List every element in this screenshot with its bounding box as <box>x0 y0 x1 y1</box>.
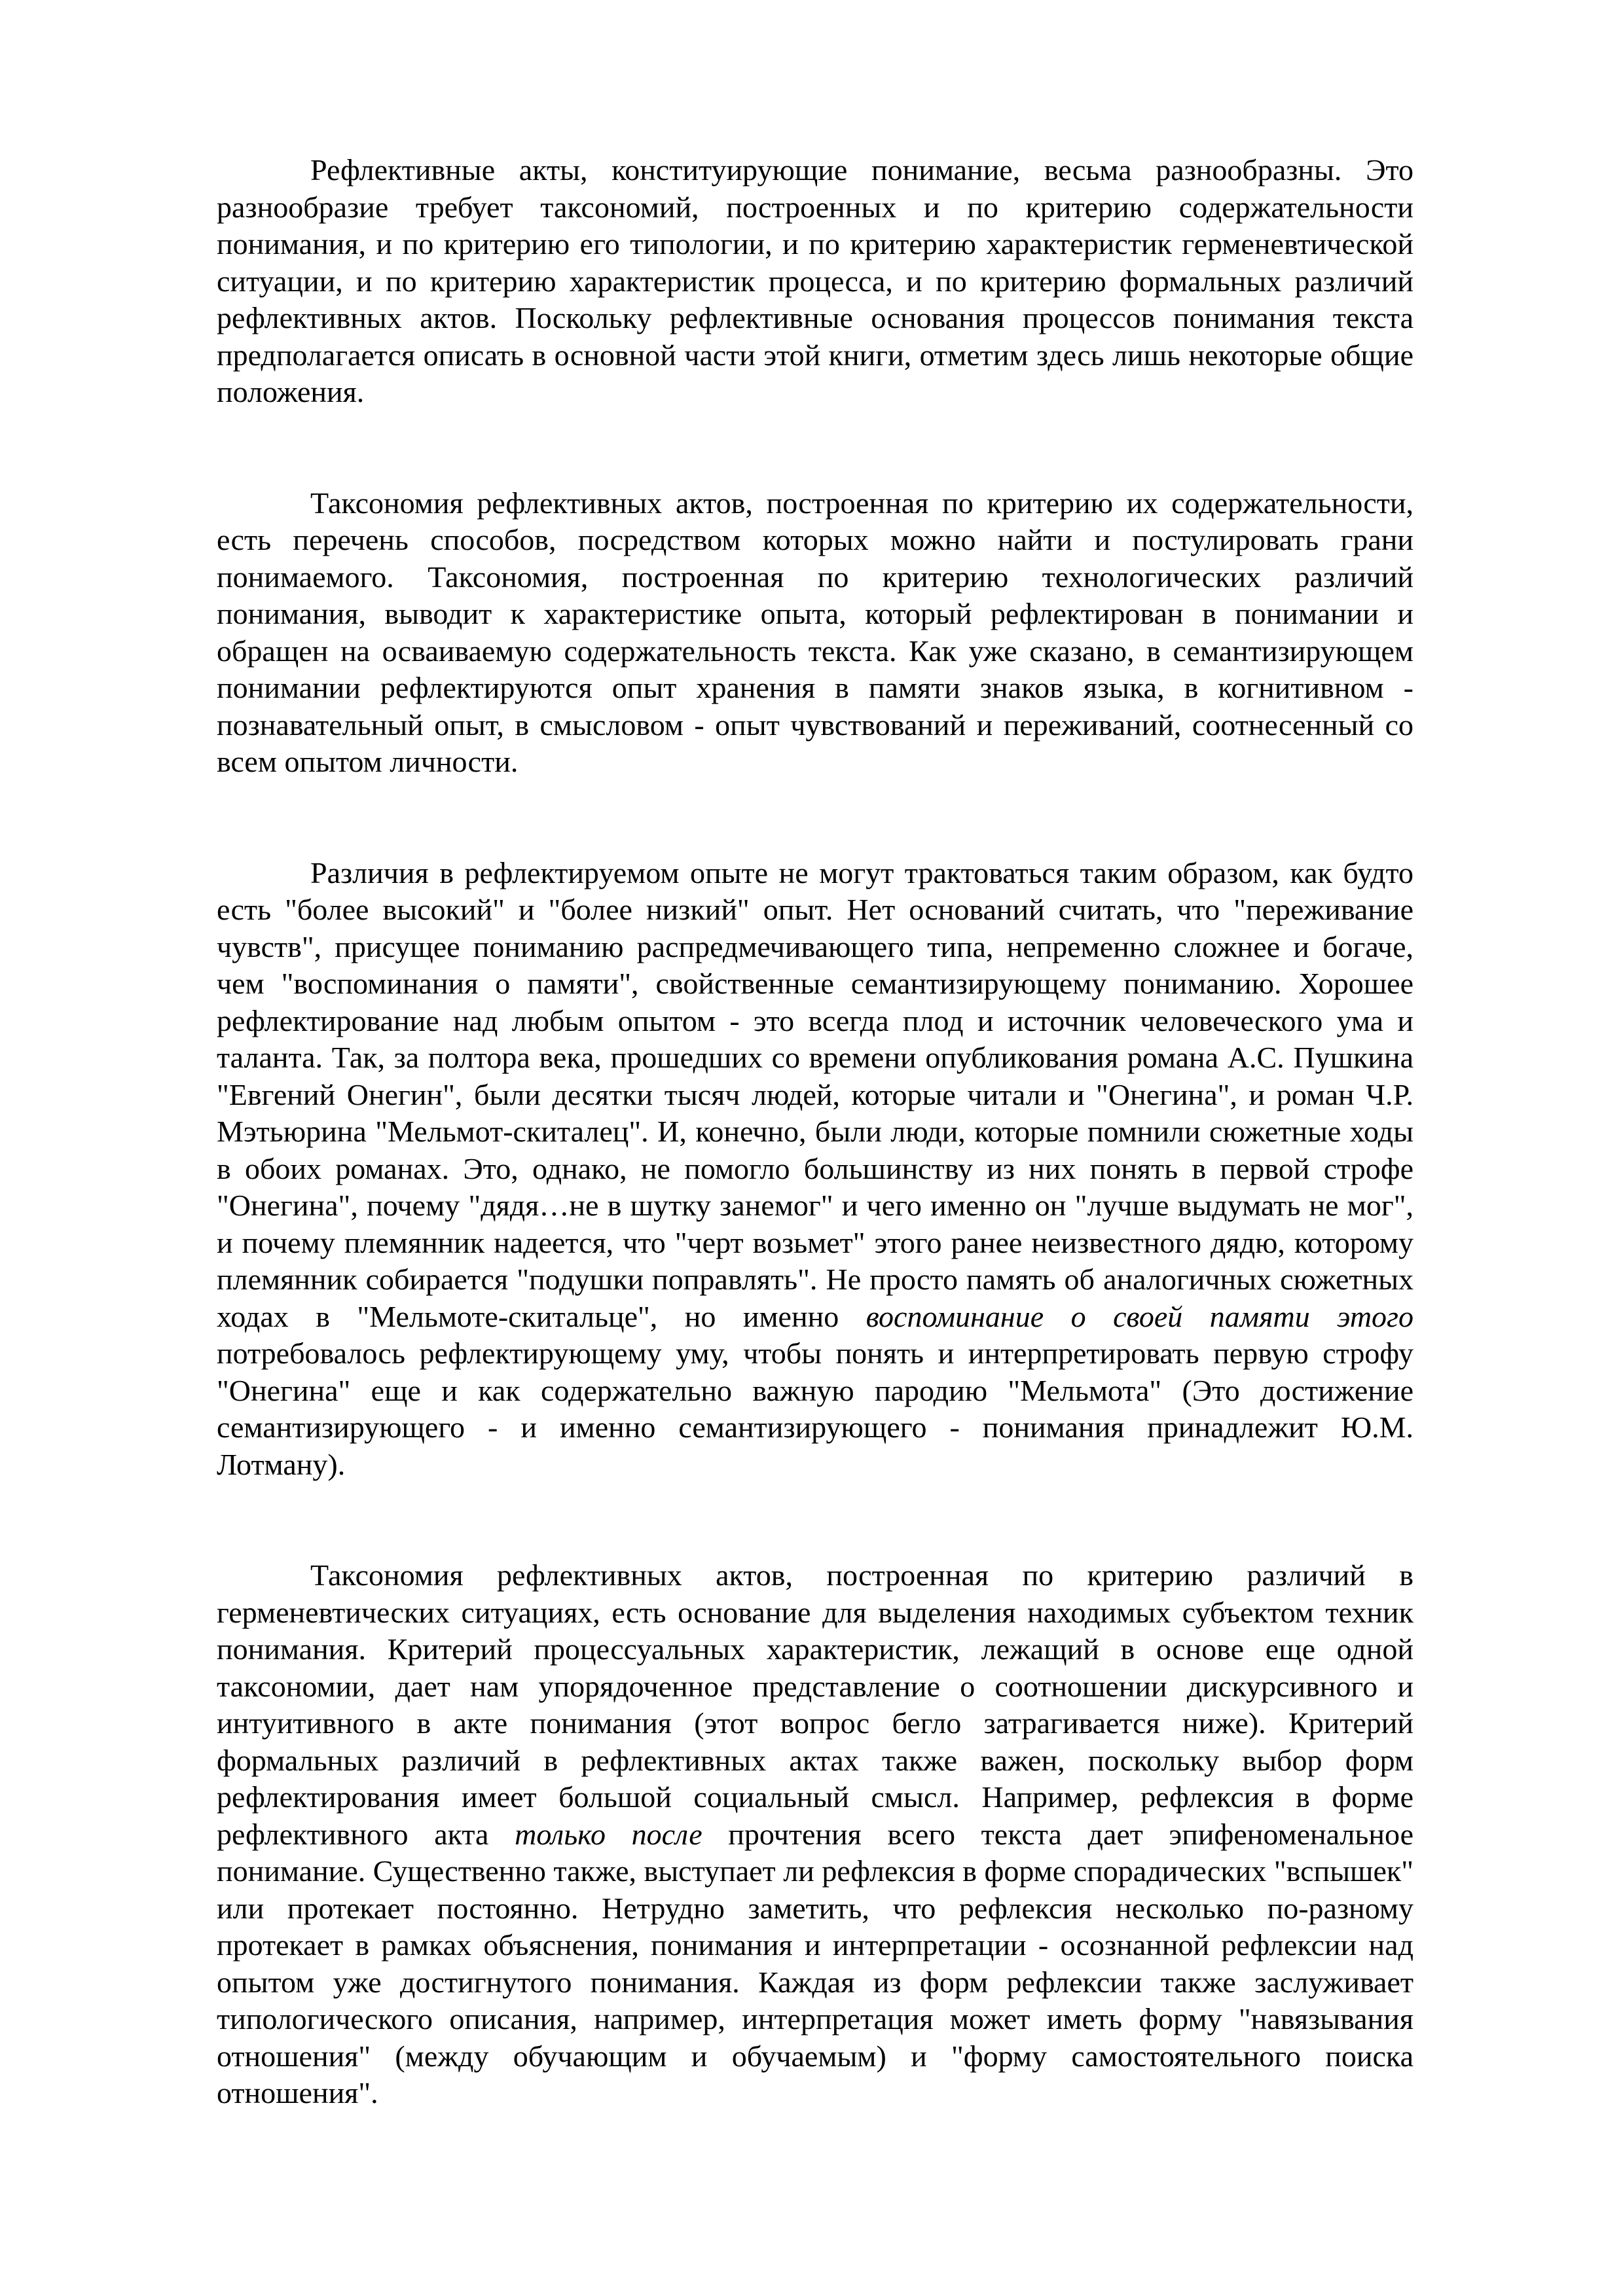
paragraph-spacer <box>217 781 1413 855</box>
paragraph-spacer <box>217 1483 1413 1557</box>
paragraph-2-text: Таксономия рефлективных актов, построенная по критерию их содержательности, есть перечень способов, посредством которых можно найти и постулировать грани понимаемого. Таксономия, построенная по критерию технологических различий понимания, выводит к характеристике опыта, который рефлектирован в понимании и обращен на осваиваемую содержательность текста. Как уже сказано, в семантизирующем понимании рефлектируются опыт хранения в памяти знаков языка, в когнитивном - познавательный опыт, в смысловом - опыт чувствований и переживаний, соотнесенный со всем опытом личности. <box>217 486 1413 778</box>
paragraph-4-text-end: прочтения всего текста дает эпифеноменальное понимание. Существенно также, выступает ли рефлексия в форме спорадических "вспышек" или протекает постоянно. Нетрудно заметить, что рефлексия несколько по-разному протекает в рамках объяснения, понимания и интерпретации - осознанной рефлексии над опытом уже достигнутого понимания. Каждая из форм рефлексии также заслуживает типологического описания, например, интерпретация может иметь форму "навязывания отношения" (между обучающим и обучаемым) и "форму самостоятельного поиска отношения". <box>217 1817 1413 2109</box>
paragraph-1-text: Рефлективные акты, конституирующие понимание, весьма разнообразны. Это разнообразие требует таксономий, построенных и по критерию содержательности понимания, и по критерию его типологии, и по критерию характеристик герменевтической ситуации, и по критерию характеристик процесса, и по критерию формальных различий рефлективных актов. Поскольку рефлективные основания процессов понимания текста предполагается описать в основной части этой книги, отметим здесь лишь некоторые общие положения. <box>217 153 1413 408</box>
paragraph-3-text-start: Различия в рефлектируемом опыте не могут трактоваться таким образом, как будто есть "более высокий" и "более низкий" опыт. Нет оснований считать, что "переживание чувств", присущее пониманию распредмечивающего типа, непременно сложнее и богаче, чем "воспоминания о памяти", свойственные семантизирующему пониманию. Хорошее рефлектирование над любым опытом - это всегда плод и источник человеческого ума и таланта. Так, за полтора века, прошедших со времени опубликования романа А.С. Пушкина "Евгений Онегин", были десятки тысяч людей, которые читали и "Онегина", и роман Ч.Р. Мэтьюрина "Мельмот-скиталец". И, конечно, были люди, которые помнили сюжетные ходы в обоих романах. Это, однако, не помогло большинству из них понять в первой строфе "Онегина", почему "дядя…не в шутку занемог" и чего именно он "лучше выдумать не мог", и почему племянник надеется, что "черт возьмет" этого ранее неизвестного дядю, которому племянник собирается "подушки поправлять". Не просто память об аналогичных сюжетных ходах в "Мельмоте-скитальце", но именно <box>217 855 1413 1333</box>
paragraph-4-text-start: Таксономия рефлективных актов, построенная по критерию различий в герменевтических ситуациях, есть основание для выделения находимых субъектом техник понимания. Критерий процессуальных характеристик, лежащий в основе еще одной таксономии, дает нам упорядоченное представление о соотношении дискурсивного и интуитивного в акте понимания (этот вопрос бегло затрагивается ниже). Критерий формальных различий в рефлективных актах также важен, поскольку выбор форм рефлектирования имеет большой социальный смысл. Например, рефлексия в форме рефлективного акта <box>217 1558 1413 1851</box>
paragraph-reflective-acts <box>217 152 1413 411</box>
paragraph-taxonomy-content <box>217 485 1413 781</box>
paragraph-spacer <box>217 411 1413 485</box>
document-body <box>217 152 1413 2112</box>
paragraph-3-italic-phrase: воспоминание о своей памяти этого <box>866 1299 1413 1333</box>
paragraph-experience-differences <box>217 855 1413 1484</box>
paragraph-hermeneutic-situations <box>217 1557 1413 2112</box>
paragraph-4-italic-phrase: только после <box>515 1817 702 1851</box>
paragraph-3-text-end: потребовалось рефлектирующему уму, чтобы понять и интерпретировать первую строфу "Онегина" еще и как содержательно важную пародию "Мельмота" (Это достижение семантизирующего - и именно семантизирующего - понимания принадлежит Ю.М. Лотману). <box>217 1336 1413 1481</box>
